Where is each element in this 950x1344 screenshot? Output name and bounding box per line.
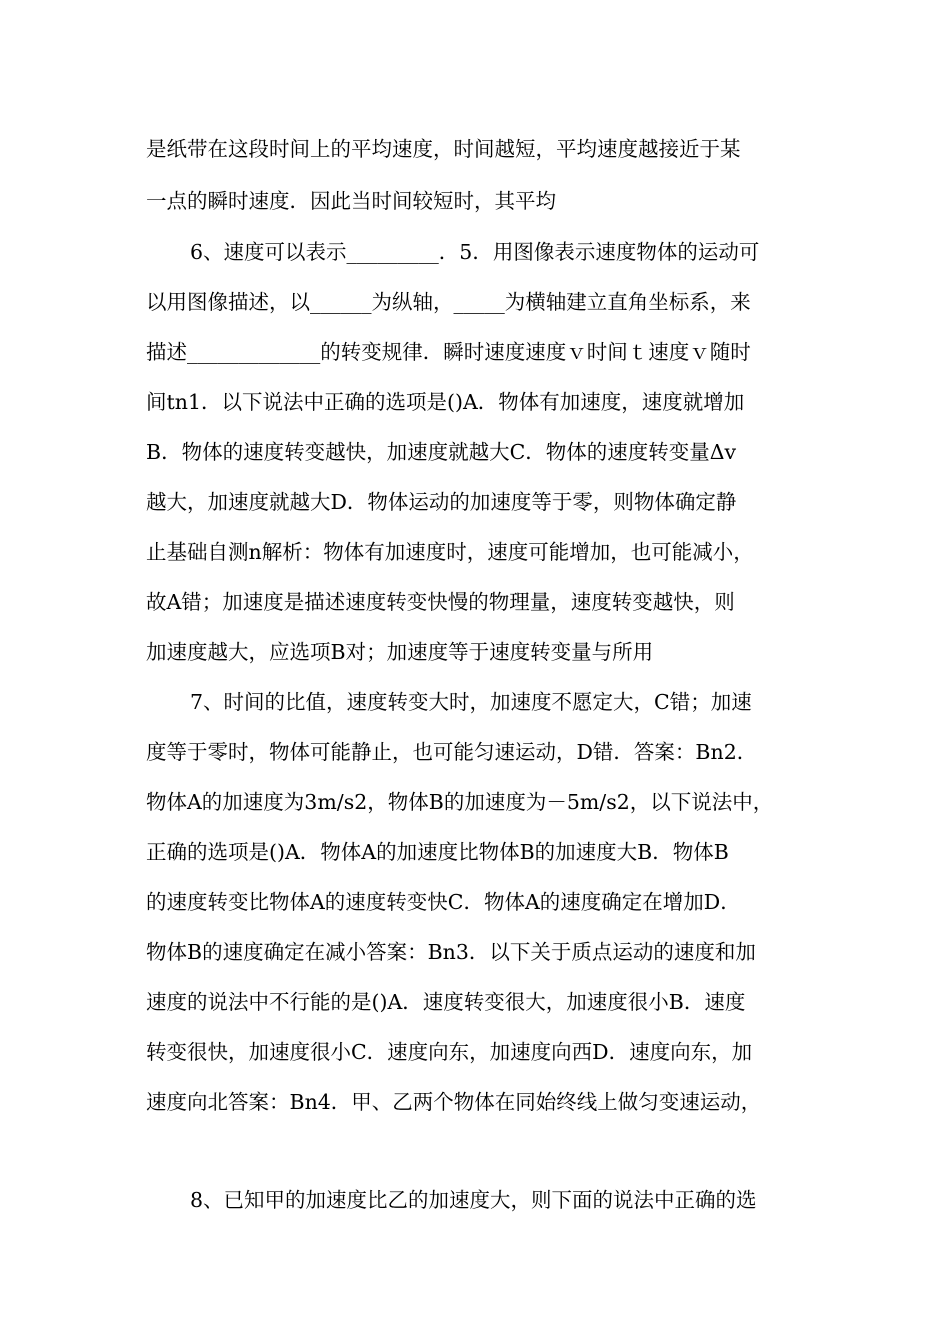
text-line: 度等于零时，物体可能静止，也可能匀速运动，D错．答案：Bn2．	[146, 740, 758, 764]
text-line: 物体A的加速度为3m/s2，物体B的加速度为－5m/s2，以下说法中，	[146, 790, 774, 814]
text-line: 8、已知甲的加速度比乙的加速度大，则下面的说法中正确的选	[190, 1188, 757, 1212]
text-line: 故A错；加速度是描述速度转变快慢的物理量，速度转变越快，则	[146, 590, 735, 614]
text-line: 止基础自测n解析：物体有加速度时，速度可能增加，也可能减小，	[146, 540, 754, 564]
text-line: 描述_____________的转变规律．瞬时速度速度ｖ时间ｔ速度ｖ随时	[146, 340, 751, 364]
text-line: 间tn1．以下说法中正确的选项是()A．物体有加速度，速度就增加	[146, 390, 745, 414]
text-line: 6、速度可以表示_________．5．用图像表示速度物体的运动可	[190, 240, 760, 264]
text-line: 7、时间的比值，速度转变大时，加速度不愿定大，C错；加速	[190, 690, 752, 714]
text-line: 是纸带在这段时间上的平均速度，时间越短，平均速度越接近于某	[146, 137, 741, 161]
text-line: 越大，加速度就越大D．物体运动的加速度等于零，则物体确定静	[146, 490, 737, 514]
text-line: 正确的选项是()A．物体A的加速度比物体B的加速度大B．物体B	[146, 840, 729, 864]
text-line: 速度向北答案：Bn4．甲、乙两个物体在同始终线上做匀变速运动，	[146, 1090, 762, 1114]
text-line: 以用图像描述，以______为纵轴，_____为横轴建立直角坐标系，来	[146, 290, 751, 314]
text-line: 速度的说法中不行能的是()A．速度转变很大，加速度很小B．速度	[146, 990, 746, 1014]
text-line: 转变很快，加速度很小C．速度向东，加速度向西D．速度向东，加	[146, 1040, 753, 1064]
text-line: 一点的瞬时速度．因此当时间较短时，其平均	[146, 189, 556, 213]
text-line: 物体B的速度确定在减小答案：Bn3．以下关于质点运动的速度和加	[146, 940, 756, 964]
text-line: B．物体的速度转变越快，加速度就越大C．物体的速度转变量Δv	[146, 440, 737, 464]
text-line: 加速度越大，应选项B对；加速度等于速度转变量与所用	[146, 640, 654, 664]
text-line: 的速度转变比物体A的速度转变快C．物体A的速度确定在增加D．	[146, 890, 741, 914]
